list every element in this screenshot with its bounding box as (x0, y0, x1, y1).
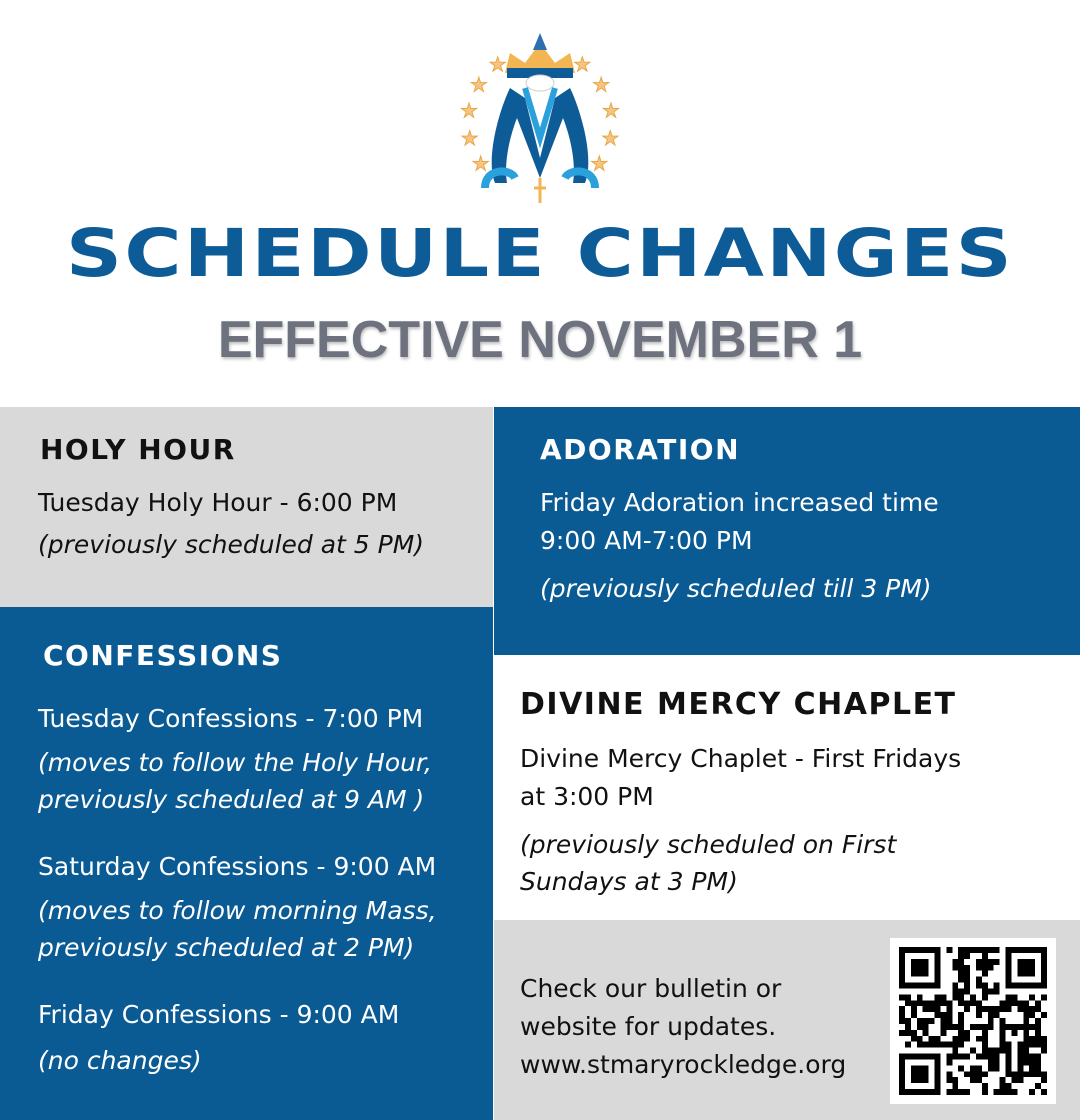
adoration-heading: ADORATION (540, 433, 741, 466)
marian-monogram-logo (455, 28, 625, 208)
star-icon (473, 156, 488, 171)
confession-tuesday-note: previously scheduled at 9 AM ) (38, 785, 425, 814)
star-icon (594, 77, 609, 92)
qr-code[interactable] (890, 938, 1056, 1104)
holy-hour-section (0, 407, 493, 607)
confession-friday-note: (no changes) (38, 1046, 202, 1075)
confession-saturday-note: (moves to follow morning Mass, (38, 896, 437, 925)
holy-hour-time: Tuesday Holy Hour - 6:00 PM (38, 488, 398, 517)
divine-mercy-section (494, 655, 1080, 920)
confession-saturday-note: previously scheduled at 2 PM) (38, 933, 415, 962)
holy-hour-heading: HOLY HOUR (40, 433, 236, 466)
adoration-note: (previously scheduled till 3 PM) (540, 574, 932, 603)
effective-date: EFFECTIVE NOVEMBER 1 (217, 311, 863, 369)
divine-mercy-heading: DIVINE MERCY CHAPLET (520, 687, 957, 722)
page-title: SCHEDULE CHANGES (65, 215, 1015, 292)
updates-text: website for updates. (520, 1012, 777, 1041)
updates-text: Check our bulletin or (520, 974, 782, 1003)
divine-mercy-note: Sundays at 3 PM) (520, 867, 738, 896)
divine-mercy-time: at 3:00 PM (520, 782, 654, 811)
star-icon (575, 57, 590, 71)
confessions-heading: CONFESSIONS (43, 639, 283, 672)
holy-hour-note: (previously scheduled at 5 PM) (38, 530, 425, 559)
star-icon (603, 131, 618, 146)
confession-friday: Friday Confessions - 9:00 AM (38, 1000, 400, 1029)
star-icon (461, 103, 476, 118)
divine-mercy-line: Divine Mercy Chaplet - First Fridays (520, 744, 962, 773)
confession-tuesday: Tuesday Confessions - 7:00 PM (38, 704, 424, 733)
adoration-time: 9:00 AM-7:00 PM (540, 526, 753, 555)
adoration-section (494, 407, 1080, 655)
star-icon (490, 57, 505, 71)
confessions-section (0, 607, 493, 1120)
confession-saturday: Saturday Confessions - 9:00 AM (38, 852, 437, 881)
adoration-line: Friday Adoration increased time (540, 488, 939, 517)
divine-mercy-note: (previously scheduled on First (520, 830, 897, 859)
confession-tuesday-note: (moves to follow the Holy Hour, (38, 748, 432, 777)
star-icon (603, 103, 618, 118)
star-icon (592, 156, 607, 171)
website-link[interactable]: www.stmaryrockledge.org (520, 1050, 847, 1079)
star-icon (462, 131, 477, 146)
star-icon (471, 77, 486, 92)
